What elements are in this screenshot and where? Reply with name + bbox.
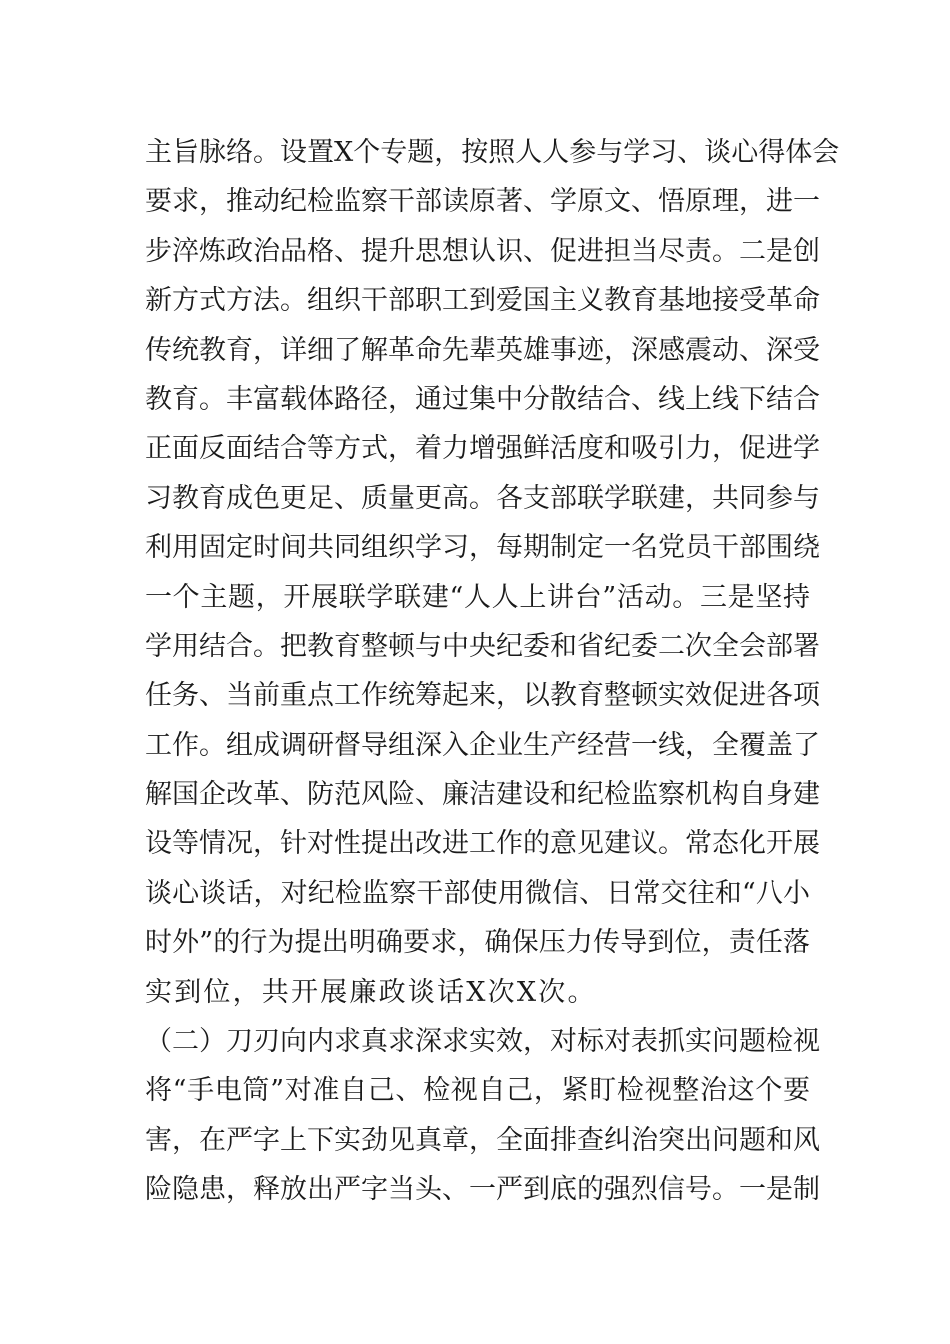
text-line: 要求，推动纪检监察干部读原著、学原文、悟原理，进一 [145,186,820,218]
text-line: 主旨脉络。设置X个专题，按照人人参与学习、谈心得体会 [145,137,840,168]
text-line: 工作。组成调研督导组深入企业生产经营一线，全覆盖了 [145,729,820,761]
text-line: 传统教育，详细了解革命先辈英雄事迹，深感震动、深受 [145,334,820,366]
text-line: 设等情况，针对性提出改进工作的意见建议。常态化开展 [145,828,820,860]
text-line: 步淬炼政治品格、提升思想认识、促进担当尽责。二是创 [145,235,820,267]
section-heading-line: （二）刀刃向内求真求深求实效，对标对表抓实问题检视 [145,1026,820,1058]
text-line: 正面反面结合等方式，着力增强鲜活度和吸引力，促进学 [145,433,820,465]
text-line: 时外”的行为提出明确要求，确保压力传导到位，责任落 [145,927,810,959]
text-line: 解国企改革、防范风险、廉洁建设和纪检监察机构自身建 [145,779,820,811]
text-line: 习教育成色更足、质量更高。各支部联学联建，共同参与 [145,482,820,514]
text-line: 险隐患，释放出严字当头、一严到底的强烈信号。一是制 [145,1174,820,1206]
text-line: 一个主题，开展联学联建“人人上讲台”活动。三是坚持 [145,581,810,613]
body-text [145,128,840,1215]
paragraph-end-line: 实到位，共开展廉政谈话X次X次。 [145,976,597,1008]
text-line: 害，在严字上下实劲见真章，全面排查纠治突出问题和风 [145,1124,820,1156]
text-line: 任务、当前重点工作统筹起来，以教育整顿实效促进各项 [145,680,820,712]
text-line: 谈心谈话，对纪检监察干部使用微信、日常交往和“八小 [145,877,810,909]
text-line: 利用固定时间共同组织学习，每期制定一名党员干部围绕 [145,532,820,564]
text-line: 教育。丰富载体路径，通过集中分散结合、线上线下结合 [145,383,820,415]
text-line: 新方式方法。组织干部职工到爱国主义教育基地接受革命 [145,285,820,317]
text-line: 学用结合。把教育整顿与中央纪委和省纪委二次全会部署 [145,630,820,662]
text-line: 将“手电筒”对准自己、检视自己，紧盯检视整治这个要 [145,1075,810,1107]
